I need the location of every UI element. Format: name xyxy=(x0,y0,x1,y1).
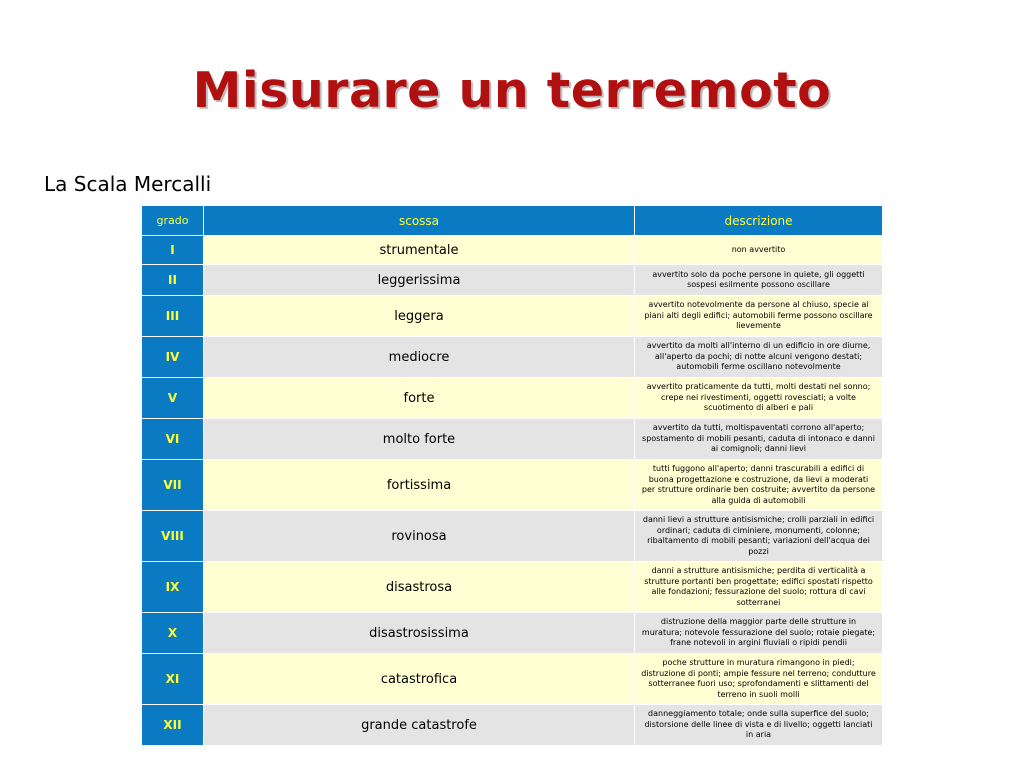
cell-descrizione: danni lievi a strutture antisismiche; crolli parziali in edifici ordinari; caduta di ciminiere, monumenti, colonne; ribaltamento di mobili pesanti; variazioni dell'acqua dei pozzi xyxy=(635,511,883,562)
cell-scossa: strumentale xyxy=(204,236,635,265)
cell-grado: VI xyxy=(142,419,204,460)
cell-scossa: molto forte xyxy=(204,419,635,460)
table-row xyxy=(142,378,883,419)
cell-scossa: grande catastrofe xyxy=(204,705,635,746)
column-header-scossa: scossa xyxy=(204,206,635,236)
table-row xyxy=(142,654,883,705)
cell-grado: IX xyxy=(142,562,204,613)
cell-grado: III xyxy=(142,296,204,337)
cell-scossa: leggerissima xyxy=(204,265,635,296)
cell-scossa: forte xyxy=(204,378,635,419)
cell-grado: II xyxy=(142,265,204,296)
cell-scossa: disastrosa xyxy=(204,562,635,613)
cell-descrizione: tutti fuggono all'aperto; danni trascurabili a edifici di buona progettazione e costruzione, da lievi a moderati per strutture ordinarie ben costruite; avvertito da persone alla guida di automobili xyxy=(635,460,883,511)
table-row xyxy=(142,265,883,296)
table-row xyxy=(142,562,883,613)
cell-descrizione: avvertito praticamente da tutti, molti destati nel sonno; crepe nei rivestimenti, oggetti rovesciati; a volte scuotimento di alberi e pali xyxy=(635,378,883,419)
table-row xyxy=(142,419,883,460)
table-row xyxy=(142,511,883,562)
cell-scossa: catastrofica xyxy=(204,654,635,705)
cell-scossa: mediocre xyxy=(204,337,635,378)
cell-grado: I xyxy=(142,236,204,265)
slide-subtitle: La Scala Mercalli xyxy=(44,172,212,196)
table-row xyxy=(142,337,883,378)
table-row xyxy=(142,705,883,746)
cell-grado: IV xyxy=(142,337,204,378)
table-row xyxy=(142,236,883,265)
column-header-grado: grado xyxy=(142,206,204,236)
cell-grado: X xyxy=(142,613,204,654)
cell-descrizione: danneggiamento totale; onde sulla superfice del suolo; distorsione delle linee di vista e di livello; oggetti lanciati in aria xyxy=(635,705,883,746)
cell-descrizione: avvertito solo da poche persone in quiete, gli oggetti sospesi esilmente possono oscillare xyxy=(635,265,883,296)
table-header-row xyxy=(142,206,883,236)
cell-scossa: leggera xyxy=(204,296,635,337)
table-row xyxy=(142,613,883,654)
mercalli-scale-table xyxy=(141,205,883,746)
slide-title: Misurare un terremoto xyxy=(192,62,832,119)
table-row xyxy=(142,296,883,337)
cell-grado: V xyxy=(142,378,204,419)
table-row xyxy=(142,460,883,511)
cell-descrizione: avvertito da tutti, moltispaventati corrono all'aperto; spostamento di mobili pesanti, caduta di intonaco e danni ai comignoli; danni lievi xyxy=(635,419,883,460)
cell-descrizione: danni a strutture antisismiche; perdita di verticalità a strutture portanti ben progettate; edifici spostati rispetto alle fondazioni; fessurazione del suolo; rottura di cavi sotterranei xyxy=(635,562,883,613)
cell-descrizione: avvertito notevolmente da persone al chiuso, specie ai piani alti degli edifici; automobili ferme possono oscillare lievemente xyxy=(635,296,883,337)
cell-grado: VIII xyxy=(142,511,204,562)
cell-descrizione: avvertito da molti all'interno di un edificio in ore diurne, all'aperto da pochi; di notte alcuni vengono destati; automobili ferme oscillano notevolmente xyxy=(635,337,883,378)
cell-grado: XII xyxy=(142,705,204,746)
cell-descrizione: non avvertito xyxy=(635,236,883,265)
cell-grado: VII xyxy=(142,460,204,511)
cell-grado: XI xyxy=(142,654,204,705)
cell-scossa: rovinosa xyxy=(204,511,635,562)
cell-scossa: fortissima xyxy=(204,460,635,511)
column-header-descrizione: descrizione xyxy=(635,206,883,236)
cell-descrizione: distruzione della maggior parte delle strutture in muratura; notevole fessurazione del suolo; rotaie piegate; frane notevoli in argini fluviali o ripidi pendii xyxy=(635,613,883,654)
cell-descrizione: poche strutture in muratura rimangono in piedi; distruzione di ponti; ampie fessure nel terreno; condutture sotterranee fuori uso; sprofondamenti e slittamenti del terreno in suoli molli xyxy=(635,654,883,705)
cell-scossa: disastrosissima xyxy=(204,613,635,654)
